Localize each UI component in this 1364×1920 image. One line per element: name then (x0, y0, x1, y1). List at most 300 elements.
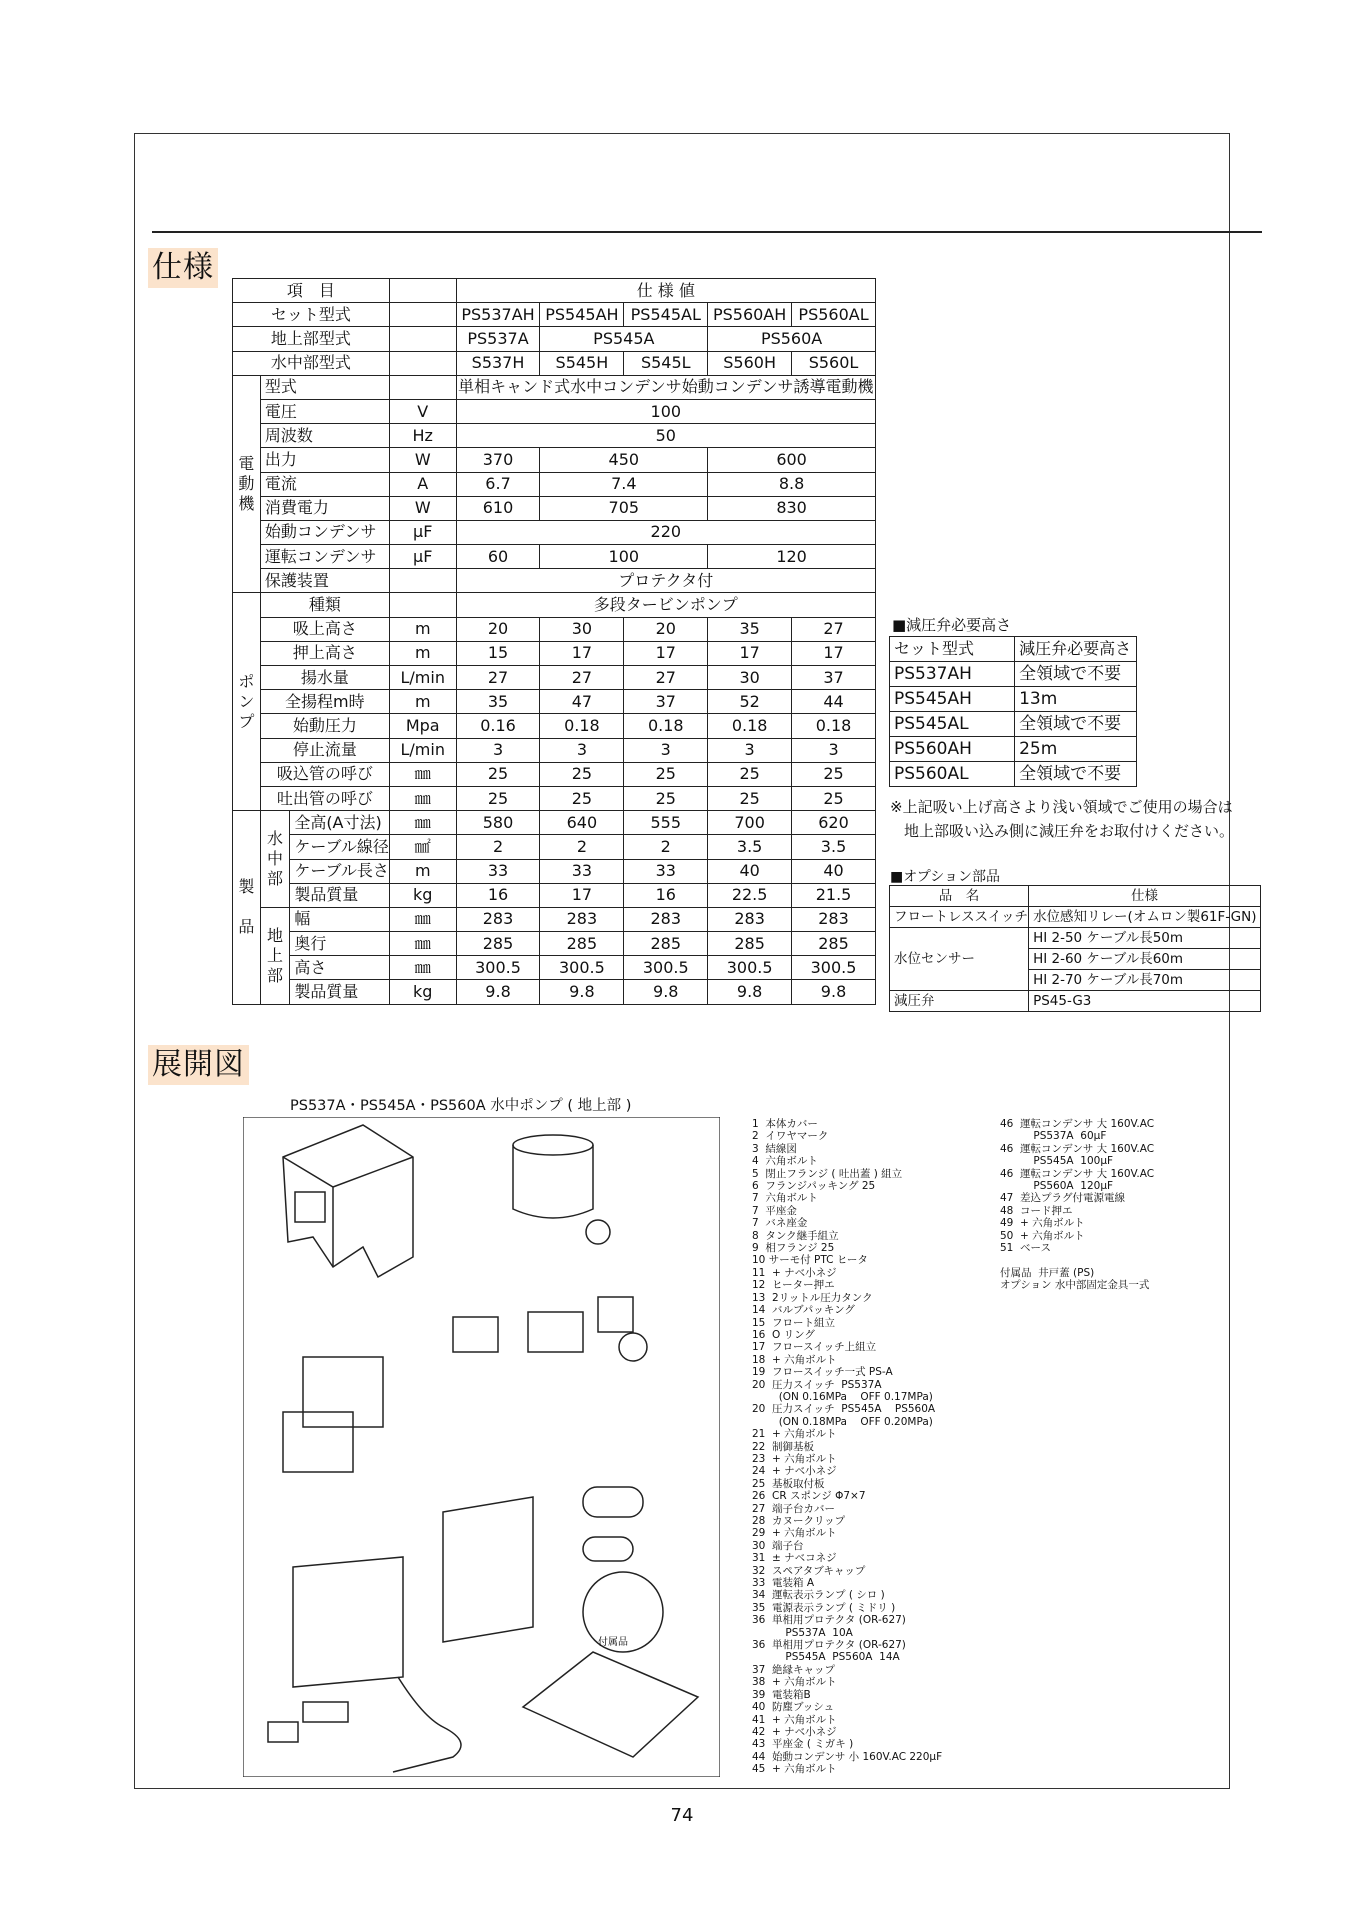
spec-unit: ㎟ (389, 835, 456, 859)
spec-label: 高さ (290, 956, 390, 980)
spec-value: 0.18 (540, 714, 624, 738)
opt-name: 水位センサー (890, 928, 1029, 991)
parts-list-item: 20 圧力スイッチ PS537A (752, 1378, 882, 1391)
spec-value: 25 (624, 762, 708, 786)
spec-value: 0.18 (792, 714, 876, 738)
spec-unit: kg (389, 883, 456, 907)
spec-value: 20 (456, 617, 540, 641)
pv-cell: PS545AL (890, 712, 1015, 737)
opt-spec: HI 2-50 ケーブル長50m (1029, 928, 1261, 949)
table-row (233, 399, 876, 423)
sub-model: S537H (456, 351, 540, 375)
parts-list-item: 29 + 六角ボルト (752, 1527, 837, 1540)
parts-list-item: 7 平座金 (752, 1204, 797, 1217)
opt-name: フロートレススイッチ (890, 907, 1029, 928)
spec-value: 25 (792, 762, 876, 786)
table-row (890, 737, 1137, 762)
parts-list-item: 48 コード押エ (1000, 1204, 1073, 1217)
spec-value: 100 (540, 545, 708, 569)
set-model: PS545AL (624, 303, 708, 327)
spec-value: 25 (540, 786, 624, 810)
spec-value: 25 (540, 762, 624, 786)
spec-unit: ㎜ (389, 811, 456, 835)
spec-value: 40 (708, 859, 792, 883)
spec-value: 47 (540, 690, 624, 714)
spec-value: 283 (708, 907, 792, 931)
spec-value: 17 (540, 883, 624, 907)
spec-label: 吸上高さ (260, 617, 389, 641)
motor-group-label: 電 動 機 (233, 375, 261, 593)
spec-value: 600 (708, 448, 876, 472)
parts-list-item: 12 ヒーター押エ (752, 1279, 835, 1292)
spec-value: 37 (624, 690, 708, 714)
parts-list-item: 46 運転コンデンサ 大 160V.AC (1000, 1142, 1155, 1155)
parts-list-item: 16 O リング (752, 1328, 815, 1341)
parts-list-item: 21 + 六角ボルト (752, 1428, 837, 1441)
opt-header: 仕様 (1029, 886, 1261, 907)
table-row (890, 687, 1137, 712)
table-row (233, 859, 876, 883)
sub-model: S545H (540, 351, 624, 375)
spec-value: 37 (792, 666, 876, 690)
pv-cell: 13m (1015, 687, 1137, 712)
spec-value: 3 (540, 738, 624, 762)
spec-unit: V (389, 399, 456, 423)
spec-table (232, 278, 876, 1005)
spec-value: 285 (540, 932, 624, 956)
parts-list-item: 2 イワヤマーク (752, 1130, 829, 1143)
spec-value: 52 (708, 690, 792, 714)
table-row (233, 907, 876, 931)
pressure-valve-note-1: ※上記吸い上げ高さより浅い領域でご使用の場合は (890, 798, 1233, 816)
table-row (233, 448, 876, 472)
parts-list-item: 45 + 六角ボルト (752, 1763, 837, 1776)
spec-value: 285 (708, 932, 792, 956)
spec-value: 450 (540, 448, 708, 472)
spec-value: 640 (540, 811, 624, 835)
spec-unit: ㎜ (389, 786, 456, 810)
sub-model: S545L (624, 351, 708, 375)
ground-model: PS545A (540, 327, 708, 351)
opt-spec: 水位感知リレー(オムロン製61F-GN) (1029, 907, 1261, 928)
pv-cell: 25m (1015, 737, 1137, 762)
parts-list-item: 17 フロースイッチ上組立 (752, 1341, 877, 1354)
spec-value: 50 (456, 424, 875, 448)
parts-list-item: 34 運転表示ランプ ( シロ ) (752, 1589, 885, 1602)
spec-label: 電圧 (260, 399, 389, 423)
spec-value: 220 (456, 520, 875, 544)
spec-unit: ㎜ (389, 932, 456, 956)
spec-unit: Mpa (389, 714, 456, 738)
table-row (233, 545, 876, 569)
spec-value: 16 (624, 883, 708, 907)
spec-label: 全高(A寸法) (290, 811, 390, 835)
parts-list-item: 18 + 六角ボルト (752, 1353, 837, 1366)
page-number: 74 (670, 1805, 694, 1826)
parts-list-item: 39 電装箱B (752, 1688, 811, 1701)
spec-label: 出力 (260, 448, 389, 472)
pv-cell: PS560AH (890, 737, 1015, 762)
spec-value: 705 (540, 496, 708, 520)
parts-list-item: 36 単相用プロテクタ (OR-627) (752, 1639, 906, 1652)
table-row (233, 472, 876, 496)
parts-list-item: 付属品 井戸蓋 (PS) (1000, 1266, 1095, 1279)
spec-unit: m (389, 617, 456, 641)
spec-value: 283 (792, 907, 876, 931)
pv-cell: PS560AL (890, 762, 1015, 787)
ground-model: PS560A (708, 327, 876, 351)
spec-value: 3 (456, 738, 540, 762)
spec-value: 580 (456, 811, 540, 835)
parts-list-item: 51 ベース (1000, 1242, 1052, 1255)
parts-list-item: 50 + 六角ボルト (1000, 1229, 1085, 1242)
parts-list-item: PS537A 60μF (1000, 1130, 1107, 1143)
spec-value: 27 (624, 666, 708, 690)
spec-value: 0.18 (708, 714, 792, 738)
spec-label: ケーブル長さ (290, 859, 390, 883)
spec-label: 停止流量 (260, 738, 389, 762)
spec-value: 300.5 (540, 956, 624, 980)
parts-list-item: (ON 0.18MPa OFF 0.20MPa) (752, 1415, 933, 1428)
spec-unit (389, 569, 456, 593)
spec-label: 奥行 (290, 932, 390, 956)
spec-value: 33 (456, 859, 540, 883)
spec-value: 20 (624, 617, 708, 641)
table-row (233, 690, 876, 714)
product-group-label: 製 品 (233, 811, 261, 1005)
spec-value: 300.5 (708, 956, 792, 980)
spec-value: 3 (708, 738, 792, 762)
spec-unit: m (389, 859, 456, 883)
table-row (233, 279, 876, 303)
parts-list-item: 8 タンク継手組立 (752, 1229, 839, 1242)
spec-unit: m (389, 641, 456, 665)
set-model: PS560AH (708, 303, 792, 327)
spec-value: 25 (456, 786, 540, 810)
exploded-diagram (243, 1117, 720, 1777)
spec-label: 型式 (260, 375, 389, 399)
table-row (233, 786, 876, 810)
spec-unit: ㎜ (389, 907, 456, 931)
spec-value: 27 (540, 666, 624, 690)
table-row (233, 811, 876, 835)
spec-label: ケーブル線径 (290, 835, 390, 859)
spec-value: 2 (624, 835, 708, 859)
table-row (233, 496, 876, 520)
spec-value: 620 (792, 811, 876, 835)
pv-header: セット型式 (890, 637, 1015, 662)
table-row (233, 569, 876, 593)
table-row (890, 662, 1137, 687)
spec-value: 15 (456, 641, 540, 665)
table-row (233, 835, 876, 859)
spec-value: 3 (792, 738, 876, 762)
parts-list-item: 44 始動コンデンサ 小 160V.AC 220μF (752, 1750, 943, 1763)
table-row (890, 637, 1137, 662)
spec-value: 0.18 (624, 714, 708, 738)
pressure-valve-table (889, 636, 1137, 787)
parts-list-item: 11 + ナベ小ネジ (752, 1266, 837, 1279)
parts-list-item: 23 + 六角ボルト (752, 1452, 837, 1465)
parts-list-item: 26 CR スポンジ Φ7×7 (752, 1490, 866, 1503)
pv-cell: PS545AH (890, 687, 1015, 712)
parts-list-item: 19 フロースイッチ一式 PS-A (752, 1366, 893, 1379)
spec-value: 9.8 (540, 980, 624, 1004)
spec-value: 300.5 (456, 956, 540, 980)
table-row (233, 375, 876, 399)
accessory-label: 付属品 (598, 1637, 628, 1648)
parts-list-item: 9 相フランジ 25 (752, 1242, 835, 1255)
parts-list-item: 4 六角ボルト (752, 1155, 818, 1168)
table-row (890, 762, 1137, 787)
table-row (233, 327, 876, 351)
spec-label: 幅 (290, 907, 390, 931)
table-row (233, 424, 876, 448)
spec-value: プロテクタ付 (456, 569, 875, 593)
parts-list-item: 25 基板取付板 (752, 1477, 825, 1490)
spec-unit: kg (389, 980, 456, 1004)
opt-spec: PS45-G3 (1029, 991, 1261, 1012)
spec-label: 始動コンデンサ (260, 520, 389, 544)
table-row (233, 617, 876, 641)
parts-list-item: 31 ± ナベコネジ (752, 1552, 837, 1565)
spec-value: 17 (792, 641, 876, 665)
options-table (889, 885, 1261, 1012)
parts-list-item: 41 + 六角ボルト (752, 1713, 837, 1726)
parts-list-item: 14 バルブパッキング (752, 1304, 855, 1317)
opt-spec: HI 2-70 ケーブル長70m (1029, 970, 1261, 991)
parts-list-item: 49 + 六角ボルト (1000, 1217, 1085, 1230)
parts-list-item: 7 バネ座金 (752, 1217, 808, 1230)
parts-list-2 (1000, 1118, 1154, 1292)
sub-model: S560L (792, 351, 876, 375)
spec-label: 始動圧力 (260, 714, 389, 738)
parts-list-item: 35 電源表示ランプ ( ミドリ ) (752, 1601, 896, 1614)
spec-unit: A (389, 472, 456, 496)
parts-list-item: 22 制御基板 (752, 1440, 815, 1453)
spec-value: 多段タービンポンプ (456, 593, 875, 617)
spec-value: 30 (540, 617, 624, 641)
sub-group-label: 水 中 部 (260, 811, 290, 908)
spec-value: 285 (792, 932, 876, 956)
spec-value: 17 (624, 641, 708, 665)
table-cell: 項 目 (233, 279, 390, 303)
options-caption: ■オプション部品 (890, 869, 1000, 885)
ground-model: PS537A (456, 327, 540, 351)
spec-value: 25 (708, 762, 792, 786)
spec-value: 3.5 (708, 835, 792, 859)
table-row (890, 907, 1261, 928)
table-cell: セット型式 (233, 303, 390, 327)
spec-label: 運転コンデンサ (260, 545, 389, 569)
parts-list-item: 1 本体カバー (752, 1118, 818, 1130)
spec-value: 370 (456, 448, 540, 472)
spec-value: 283 (540, 907, 624, 931)
spec-value: 25 (456, 762, 540, 786)
table-row (233, 956, 876, 980)
spec-value: 60 (456, 545, 540, 569)
spec-value: 9.8 (624, 980, 708, 1004)
spec-value: 17 (540, 641, 624, 665)
spec-value: 44 (792, 690, 876, 714)
pv-cell: 全領域で不要 (1015, 712, 1137, 737)
table-row (233, 351, 876, 375)
parts-list-item: 46 運転コンデンサ 大 160V.AC (1000, 1167, 1155, 1180)
spec-value: 610 (456, 496, 540, 520)
parts-list-item: 10 サーモ付 PTC ヒータ (752, 1254, 868, 1267)
spec-value: 0.16 (456, 714, 540, 738)
parts-list-item: 20 圧力スイッチ PS545A PS560A (752, 1403, 936, 1416)
parts-list-1 (752, 1118, 942, 1776)
parts-list-item: 36 単相用プロテクタ (OR-627) (752, 1614, 906, 1627)
spec-value: 3.5 (792, 835, 876, 859)
table-cell (389, 351, 456, 375)
table-cell: 仕 様 値 (456, 279, 875, 303)
spec-value: 40 (792, 859, 876, 883)
spec-label: 電流 (260, 472, 389, 496)
spec-value: 25 (624, 786, 708, 810)
table-row (890, 928, 1261, 949)
parts-list-item: 46 運転コンデンサ 大 160V.AC (1000, 1118, 1155, 1130)
spec-label: 種類 (260, 593, 389, 617)
spec-unit: μF (389, 520, 456, 544)
spec-value: 9.8 (792, 980, 876, 1004)
spec-value: 35 (708, 617, 792, 641)
pressure-valve-note-2: 地上部吸い込み側に減圧弁をお取付けください。 (904, 822, 1235, 840)
parts-list-item: 15 フロート組立 (752, 1316, 836, 1329)
spec-label: 全揚程m時 (260, 690, 389, 714)
spec-value: 555 (624, 811, 708, 835)
spec-value: 283 (624, 907, 708, 931)
parts-list-item: 32 スペアタブキャップ (752, 1564, 866, 1577)
parts-list-item: 3 結線図 (752, 1142, 797, 1155)
spec-value: 285 (456, 932, 540, 956)
spec-value: 27 (792, 617, 876, 641)
table-row (233, 738, 876, 762)
table-row (233, 883, 876, 907)
pv-cell: PS537AH (890, 662, 1015, 687)
spec-value: 27 (456, 666, 540, 690)
spec-unit: L/min (389, 738, 456, 762)
pv-cell: 全領域で不要 (1015, 662, 1137, 687)
spec-value: 25 (708, 786, 792, 810)
spec-label: 吸込管の呼び (260, 762, 389, 786)
set-model: PS545AH (540, 303, 624, 327)
table-row (233, 714, 876, 738)
table-cell (389, 593, 456, 617)
table-row (233, 980, 876, 1004)
opt-name: 減圧弁 (890, 991, 1029, 1012)
table-row (233, 932, 876, 956)
parts-list-item: 6 フランジパッキング 25 (752, 1180, 876, 1193)
parts-list-item: 7 六角ボルト (752, 1192, 818, 1205)
spec-value: 33 (540, 859, 624, 883)
table-cell: 地上部型式 (233, 327, 390, 351)
spec-value: 単相キャンド式水中コンデンサ始動コンデンサ誘導電動機 (456, 375, 875, 399)
table-cell (389, 279, 456, 303)
sub-model: S560H (708, 351, 792, 375)
set-model: PS560AL (792, 303, 876, 327)
table-row (233, 762, 876, 786)
pv-header: 減圧弁必要高さ (1015, 637, 1137, 662)
spec-value: 6.7 (456, 472, 540, 496)
set-model: PS537AH (456, 303, 540, 327)
spec-value: 2 (540, 835, 624, 859)
spec-value: 35 (456, 690, 540, 714)
spec-value: 17 (708, 641, 792, 665)
parts-list-item: 43 平座金 ( ミガキ ) (752, 1738, 854, 1751)
spec-unit: Hz (389, 424, 456, 448)
table-row (890, 991, 1261, 1012)
spec-value: 3 (624, 738, 708, 762)
diagram-caption: PS537A・PS545A・PS560A 水中ポンプ ( 地上部 ) (290, 1098, 632, 1114)
spec-unit: m (389, 690, 456, 714)
parts-list-item: PS560A 120μF (1000, 1180, 1114, 1193)
parts-list-item: 38 + 六角ボルト (752, 1676, 837, 1689)
spec-label: 周波数 (260, 424, 389, 448)
parts-list-item: 24 + ナベ小ネジ (752, 1465, 837, 1478)
spec-label: 製品質量 (290, 980, 390, 1004)
table-row (233, 303, 876, 327)
spec-value: 830 (708, 496, 876, 520)
spec-value: 285 (624, 932, 708, 956)
header-rule (152, 231, 1262, 233)
spec-value: 700 (708, 811, 792, 835)
parts-list-item: 37 絶縁キャップ (752, 1663, 836, 1676)
spec-value: 33 (624, 859, 708, 883)
parts-list-item: 42 + ナベ小ネジ (752, 1725, 837, 1738)
spec-label: 押上高さ (260, 641, 389, 665)
table-row (233, 666, 876, 690)
spec-unit: W (389, 448, 456, 472)
spec-unit (389, 375, 456, 399)
pump-group-label: ポ ン プ (233, 593, 261, 811)
parts-list-item: 28 カヌークリップ (752, 1515, 846, 1527)
table-row (233, 520, 876, 544)
spec-value: 100 (456, 399, 875, 423)
parts-list-item (1000, 1254, 1154, 1266)
spec-value: 7.4 (540, 472, 708, 496)
table-row (890, 886, 1261, 907)
parts-list-item: 27 端子台カバー (752, 1502, 836, 1515)
parts-list-item: PS537A 10A (752, 1626, 853, 1639)
table-row (890, 712, 1137, 737)
parts-list-item: 33 電装箱 A (752, 1577, 815, 1590)
spec-unit: ㎜ (389, 956, 456, 980)
spec-label: 揚水量 (260, 666, 389, 690)
spec-label: 製品質量 (290, 883, 390, 907)
table-row (233, 641, 876, 665)
spec-unit: L/min (389, 666, 456, 690)
parts-list-item: PS545A 100μF (1000, 1155, 1114, 1168)
spec-value: 25 (792, 786, 876, 810)
pressure-valve-caption: ■減圧弁必要高さ (892, 616, 1012, 634)
spec-value: 300.5 (792, 956, 876, 980)
spec-value: 16 (456, 883, 540, 907)
spec-value: 2 (456, 835, 540, 859)
opt-spec: HI 2-60 ケーブル長60m (1029, 949, 1261, 970)
spec-value: 22.5 (708, 883, 792, 907)
spec-label: 消費電力 (260, 496, 389, 520)
spec-value: 9.8 (708, 980, 792, 1004)
table-row (233, 593, 876, 617)
table-cell (389, 303, 456, 327)
parts-list-item: (ON 0.16MPa OFF 0.17MPa) (752, 1390, 933, 1403)
spec-value: 21.5 (792, 883, 876, 907)
spec-unit: W (389, 496, 456, 520)
parts-list-item: PS545A PS560A 14A (752, 1651, 900, 1664)
opt-header: 品 名 (890, 886, 1029, 907)
